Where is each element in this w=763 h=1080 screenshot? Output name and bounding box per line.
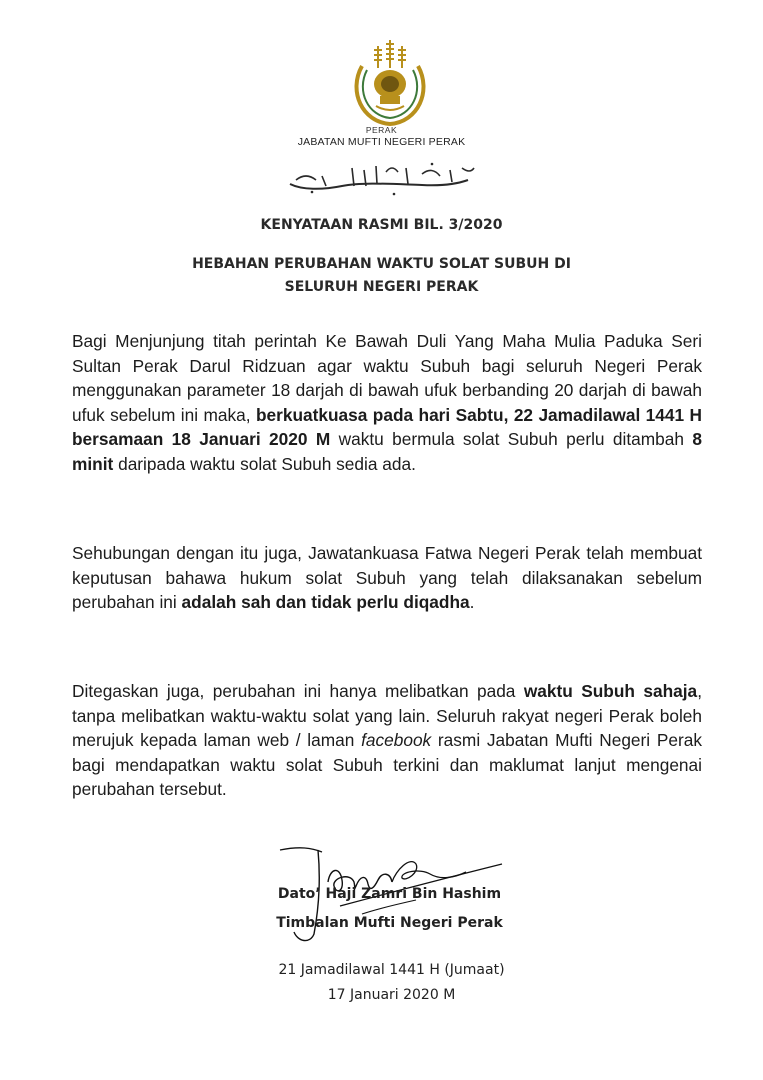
bismillah-calligraphy [282,160,487,198]
paragraph-text: . [469,592,475,612]
paragraph-announcement [72,329,702,476]
state-name: PERAK [365,125,398,135]
facebook-text: facebook [361,730,432,750]
subject-line-1: HEBAHAN PERUBAHAN WAKTU SOLAT SUBUH DI [192,256,571,272]
perak-state-crest-icon [340,36,440,128]
effective-date-text: berkuatkuasa pada hari Sabtu, 22 Jamadilawal 1441 H bersamaan 18 Januari 2020 M [72,404,702,449]
paragraph-text: daripada waktu solat Subuh sedia ada. [113,453,416,474]
paragraph-text: waktu bermula solat Subuh perlu ditambah [330,429,693,449]
paragraph-clarification [72,679,702,802]
paragraph-text: Bagi Menjunjung titah perintah Ke Bawah Duli Yang Maha Mulia Paduka Seri Sultan Perak Darul Ridzuan agar waktu Subuh bagi seluruh Negeri Perak menggunakan parameter 18 darjah di bawah ufuk berbanding 20 darjah di bawah ufuk sebelum ini maka, [72,331,702,425]
paragraph-text: Sehubungan dengan itu juga, Jawatankuasa Fatwa Negeri Perak telah membuat keputusan bahawa hukum solat Subuh yang telah dilaksanakan sebelum perubahan ini [72,543,702,612]
signatory-position: Timbalan Mufti Negeri Perak [276,915,503,931]
paragraph-text: rasmi Jabatan Mufti Negeri Perak bagi mendapatkan waktu solat Subuh terkini dan maklumat lanjut mengenai perubahan tersebut. [72,730,702,799]
paragraph-text: Ditegaskan juga, perubahan ini hanya melibatkan pada [72,681,524,701]
added-minutes-text: 8 minit [72,429,702,474]
signatory-name: Dato’ Haji Zamri Bin Hashim [277,886,502,902]
subject-line-2: SELURUH NEGERI PERAK [284,279,479,295]
gregorian-date: 17 Januari 2020 M [327,987,456,1003]
paragraph-text: , tanpa melibatkan waktu-waktu solat yang lain. Seluruh rakyat negeri Perak boleh merujuk kepada laman web / laman [72,681,702,750]
paragraph-ruling [72,541,702,615]
statement-number: KENYATAAN RASMI BIL. 3/2020 [260,217,503,233]
ruling-highlight-text: adalah sah dan tidak perlu diqadha [181,592,470,612]
department-name: JABATAN MUFTI NEGERI PERAK [297,136,466,148]
hijri-date: 21 Jamadilawal 1441 H (Jumaat) [278,962,505,978]
subuh-only-text: waktu Subuh sahaja [523,681,698,701]
